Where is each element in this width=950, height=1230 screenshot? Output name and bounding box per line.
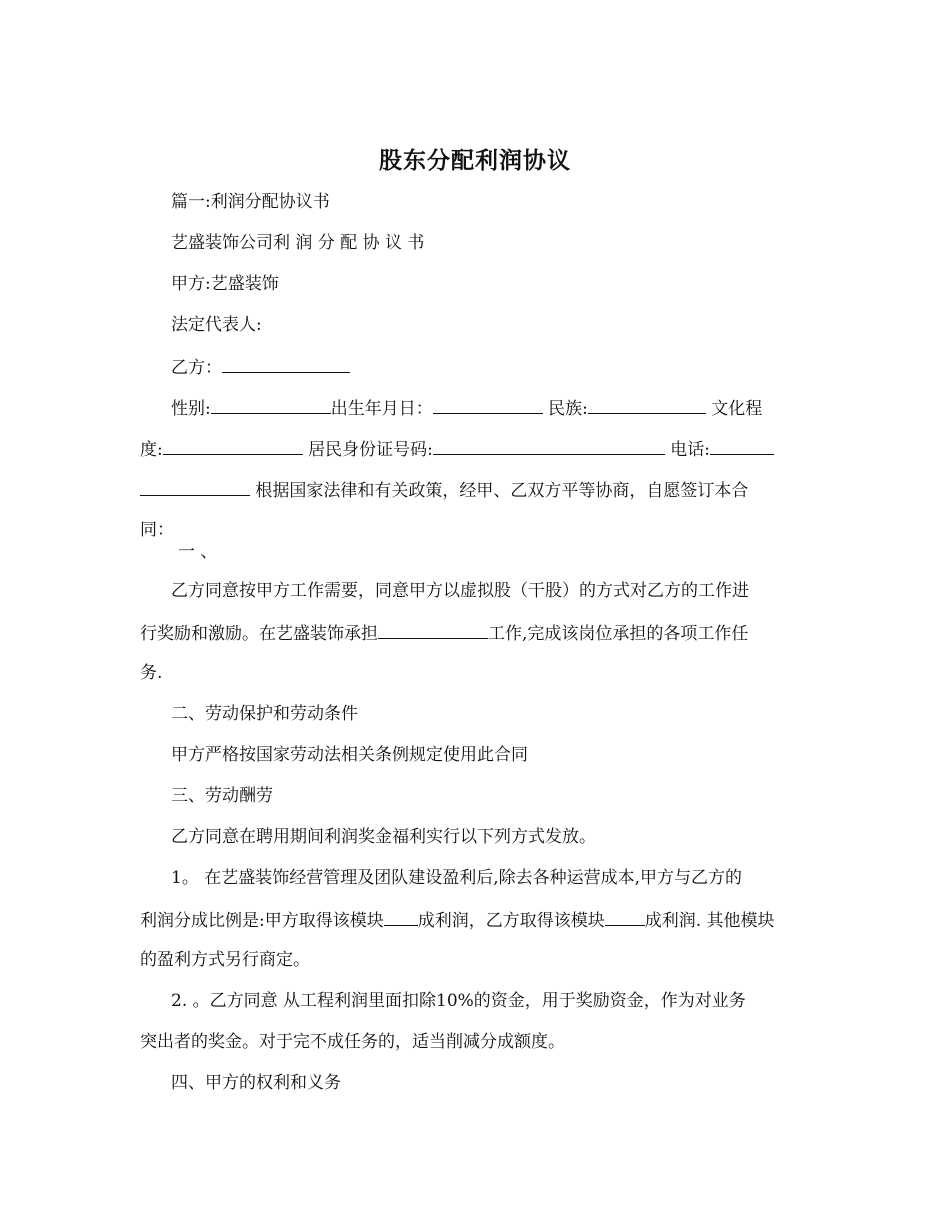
text: 成利润，乙方取得该模块 <box>417 911 605 931</box>
text: 三、劳动酬劳 <box>171 786 273 806</box>
section-one-para-line-2 <box>140 621 820 645</box>
position-blank <box>378 621 488 639</box>
text: 务. <box>140 663 163 683</box>
id-number-blank <box>433 437 665 455</box>
personal-info-line-1 <box>171 396 821 420</box>
personal-info-line-2 <box>140 437 820 461</box>
section-one-para-line-3 <box>140 662 820 684</box>
document-title: 股东分配利润协议 <box>379 147 571 174</box>
text: 乙方同意在聘用期间利润奖金福利实行以下列方式发放。 <box>171 827 596 847</box>
text: 的盈利方式另行商定。 <box>140 950 310 970</box>
text: 文化程 <box>705 399 763 419</box>
section-one-para-line-1 <box>171 580 821 602</box>
legal-representative <box>171 314 821 336</box>
text: 二、劳动保护和劳动条件 <box>171 704 358 724</box>
clause-2-line-1 <box>171 990 821 1012</box>
text: 出生年月日： <box>330 399 433 419</box>
text: 居民身份证号码: <box>302 440 433 460</box>
text: 根据国家法律和有关政策，经甲、乙双方平等协商，自愿签订本合 <box>250 481 749 501</box>
text: 性别: <box>171 399 211 419</box>
party-a <box>171 273 821 295</box>
text: 篇一:利润分配协议书 <box>171 192 330 212</box>
text: 乙方同意按甲方工作需要，同意甲方以虚拟股（干股）的方式对乙方的工作进 <box>171 581 749 601</box>
text: 工作,完成该岗位承担的各项工作任 <box>488 624 749 644</box>
clause-1-line-1 <box>171 867 821 889</box>
text: 一 、 <box>178 542 218 562</box>
education-blank <box>163 437 303 455</box>
preamble-line <box>140 478 820 502</box>
text: 乙方： <box>171 358 222 378</box>
text: 度: <box>140 440 163 460</box>
text: 民族: <box>542 399 588 419</box>
phone-blank-continued <box>140 478 250 496</box>
section-two-para <box>171 744 821 766</box>
party-b-blank <box>222 355 350 373</box>
gender-blank <box>211 396 331 414</box>
section-one-heading <box>178 541 858 563</box>
text: 2. 。乙方同意 从工程利润里面扣除10%的资金，用于奖励资金，作为对业务 <box>171 991 746 1011</box>
text: 艺盛装饰公司利 润 分 配 协 议 书 <box>171 233 425 253</box>
party-b <box>171 355 821 379</box>
clause-1-line-3 <box>140 949 820 971</box>
text: 同： <box>140 520 174 540</box>
section-three-heading <box>171 785 821 807</box>
clause-1-line-2 <box>140 908 820 932</box>
text: 突出者的奖金。对于完不成任务的，适当削减分成额度。 <box>140 1032 565 1052</box>
text: 电话: <box>664 440 711 460</box>
party-a-share-blank <box>384 908 418 926</box>
ethnicity-blank <box>588 396 706 414</box>
text: 甲方:艺盛装饰 <box>171 274 279 294</box>
text: 行奖励和激励。在艺盛装饰承担 <box>140 624 378 644</box>
text: 利润分成比例是:甲方取得该模块 <box>140 911 384 931</box>
agreement-heading <box>171 232 821 254</box>
text: 四、甲方的权利和义务 <box>171 1073 341 1093</box>
section-three-para <box>171 826 821 848</box>
text: 成利润. 其他模块 <box>644 911 775 931</box>
section-two-heading <box>171 703 821 725</box>
chapter-heading <box>171 191 821 213</box>
text: 甲方严格按国家劳动法相关条例规定使用此合同 <box>171 745 528 765</box>
clause-2-line-2 <box>140 1031 820 1053</box>
text: 1。 在艺盛装饰经营管理及团队建设盈利后,除去各种运营成本,甲方与乙方的 <box>171 868 743 888</box>
preamble-end <box>140 519 820 541</box>
section-four-heading <box>171 1072 821 1094</box>
birthdate-blank <box>433 396 543 414</box>
phone-blank <box>710 437 774 455</box>
text: 法定代表人: <box>171 315 262 335</box>
party-b-share-blank <box>605 908 645 926</box>
